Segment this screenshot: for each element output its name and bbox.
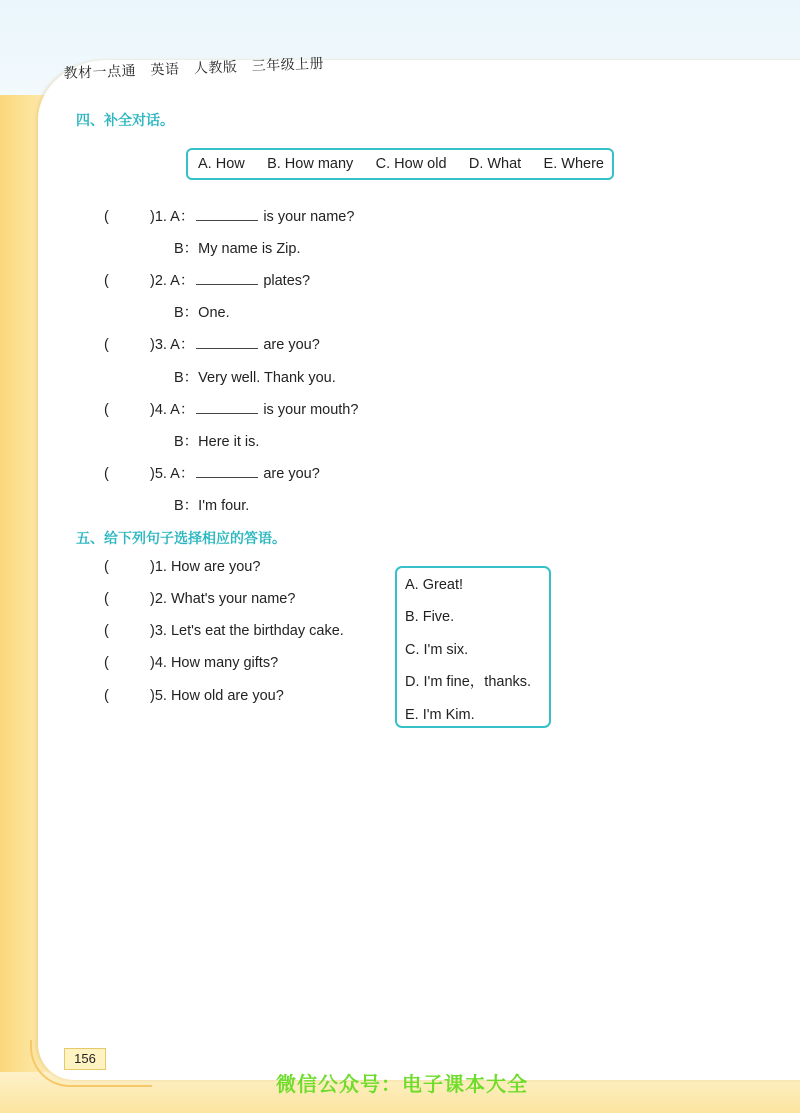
answer-paren[interactable]: (: [104, 209, 109, 225]
option-e: E. Where: [543, 156, 604, 172]
option-a: A. How: [198, 156, 245, 172]
answer-paren[interactable]: (: [104, 337, 109, 353]
s4-q3-line-a: ( )3. A： are you?: [104, 337, 320, 353]
fill-blank[interactable]: [196, 271, 258, 285]
header-edition: 人教版: [193, 58, 238, 77]
answer-paren[interactable]: (: [104, 466, 109, 482]
answer-paren[interactable]: (: [104, 688, 109, 704]
s5-question-1: ( )1. How are you?: [104, 559, 261, 575]
answer-paren[interactable]: (: [104, 655, 109, 671]
s5-question-5: ( )5. How old are you?: [104, 688, 284, 704]
s4-q1-line-b: B：My name is Zip.: [174, 241, 301, 257]
s4-q4-line-a: ( )4. A： is your mouth?: [104, 402, 359, 418]
answer-paren[interactable]: (: [104, 559, 109, 575]
section5-answers-box: [395, 566, 551, 728]
fill-blank[interactable]: [196, 335, 258, 349]
option-b: B. How many: [267, 156, 354, 172]
answer-paren[interactable]: (: [104, 623, 109, 639]
section5-title: 五、给下列句子选择相应的答语。: [76, 531, 286, 547]
page-number: 156: [64, 1048, 106, 1070]
section4-title: 四、补全对话。: [76, 113, 174, 129]
s4-q5-line-b: B：I'm four.: [174, 498, 250, 514]
fill-blank[interactable]: [196, 207, 258, 221]
s4-q1-line-a: ( )1. A： is your name?: [104, 209, 355, 225]
option-d: D. What: [468, 156, 522, 172]
answer-a: A. Great!: [405, 577, 464, 593]
fill-blank[interactable]: [196, 400, 258, 414]
answer-c: C. I'm six.: [405, 641, 469, 658]
s4-q2-line-a: ( )2. A： plates?: [104, 273, 311, 289]
header-book: 教材一点通: [63, 62, 137, 82]
answer-b: B. Five.: [405, 609, 455, 626]
answer-e: E. I'm Kim.: [405, 706, 475, 723]
s5-question-3: ( )3. Let's eat the birthday cake.: [104, 623, 344, 639]
s4-q4-line-b: B：Here it is.: [174, 434, 260, 450]
s4-q3-line-b: B：Very well. Thank you.: [174, 370, 336, 386]
s5-question-2: ( )2. What's your name?: [104, 591, 296, 607]
header-grade: 三年级上册: [251, 55, 325, 74]
answer-paren[interactable]: (: [104, 402, 109, 418]
s5-question-4: ( )4. How many gifts?: [104, 655, 279, 671]
s4-q5-line-a: ( )5. A： are you?: [104, 466, 320, 482]
fill-blank[interactable]: [196, 464, 258, 478]
section4-options-box: [186, 148, 614, 180]
option-c: C. How old: [375, 156, 447, 172]
watermark-text: 微信公众号：电子课本大全: [276, 1072, 528, 1096]
answer-paren[interactable]: (: [104, 591, 109, 607]
answer-paren[interactable]: (: [104, 273, 109, 289]
s4-q2-line-b: B：One.: [174, 305, 230, 321]
answer-d: D. I'm fine，thanks.: [405, 674, 532, 691]
header-subject: 英语: [150, 60, 180, 78]
